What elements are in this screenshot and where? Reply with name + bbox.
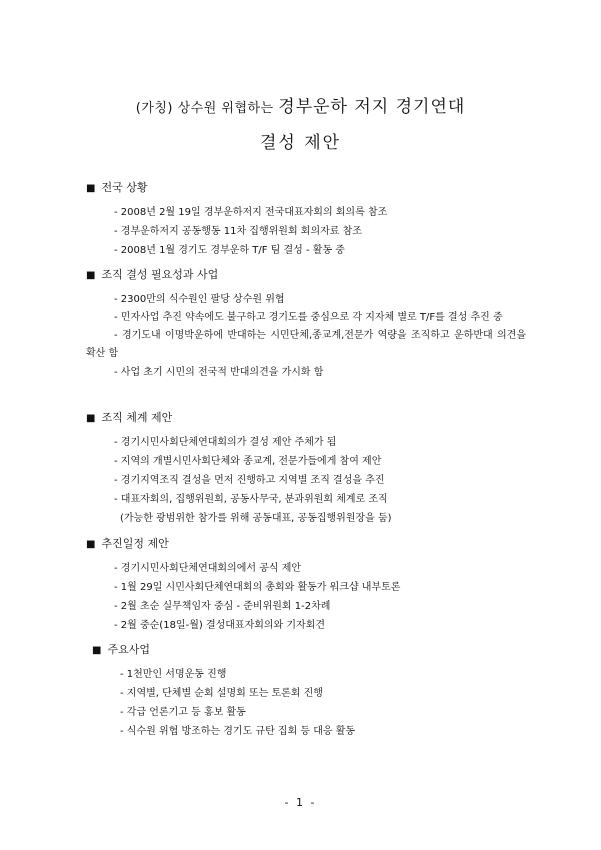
square-bullet-icon: ■ (86, 270, 96, 281)
section-heading-text: 전국 상황 (101, 181, 148, 194)
list-item: - 2008년 1월 경기도 경부운하 T/F 팀 결성 - 활동 중 (114, 245, 345, 256)
list-item-note: (가능한 광범위한 참가를 위해 공동대표, 공동집행위원장을 둠) (120, 513, 392, 524)
list-item: - 2300만의 식수원인 팔당 상수원 위협 (114, 294, 285, 305)
document-subtitle: 결성 제안 (259, 133, 342, 153)
section-heading-text: 조직 체계 제안 (101, 411, 173, 424)
list-item: - 1월 29일 시민사회단체연대회의 총회와 활동가 워크샵 내부토론 (114, 582, 401, 593)
document-title (0, 92, 601, 117)
list-item: - 경기도내 이명박운하에 반대하는 시민단체,종교계,전문가 역량을 조직하고 운하반대 의견을 확산 함 (86, 330, 526, 359)
section-heading (86, 180, 526, 197)
section-necessity (86, 267, 526, 382)
list-item: - 2월 중순(18일-월) 결성대표자회의와 기자회견 (114, 620, 326, 631)
page-number: - 1 - (284, 796, 317, 809)
square-bullet-icon: ■ (86, 183, 96, 194)
list-item: - 1천만인 서명운동 진행 (120, 669, 227, 680)
section-heading (92, 642, 532, 659)
section-organization (86, 410, 526, 528)
list-item: - 2월 초순 실무책임자 중심 - 준비위원회 1-2차례 (114, 601, 331, 612)
list-item: - 지역별, 단체별 순회 설명회 또는 토론회 진행 (120, 688, 323, 699)
section-heading-text: 추진일정 제안 (101, 537, 169, 550)
section-heading-text: 조직 결성 필요성과 사업 (101, 268, 219, 281)
list-item: - 경부운하저지 공동행동 11차 집행위원회 회의자료 참조 (114, 226, 362, 237)
section-heading (86, 267, 526, 284)
title-prefix: (가칭) 상수원 위협하는 (135, 101, 279, 116)
list-item: - 민자사업 추진 약속에도 불구하고 경기도를 중심으로 각 지자체 별로 T/F를 결성 추진 중 (114, 312, 503, 323)
list-item: - 경기시민사회단체연대회의에서 공식 제안 (114, 563, 302, 574)
list-item: - 경기시민사회단체연대회의가 결성 제안 주체가 됨 (114, 437, 337, 448)
list-item: - 식수원 위협 방조하는 경기도 규탄 집회 등 대응 활동 (120, 726, 356, 737)
list-item: - 사업 초기 시민의 전국적 반대의견을 가시화 함 (114, 367, 324, 378)
list-item: - 경기지역조직 결성을 먼저 진행하고 지역별 조직 결성을 추진 (114, 475, 385, 486)
section-national-status (86, 180, 526, 260)
list-item: - 지역의 개별시민사회단체와 종교계, 전문가들에게 참여 제안 (114, 456, 382, 467)
list-item: - 각급 언론기고 등 홍보 활동 (120, 707, 246, 718)
section-main-projects (92, 642, 532, 741)
section-heading (86, 410, 526, 427)
section-heading-text: 주요사업 (107, 643, 150, 656)
section-heading (86, 536, 526, 553)
title-main: 경부운하 저지 경기연대 (278, 97, 466, 117)
section-schedule (86, 536, 526, 635)
square-bullet-icon: ■ (92, 645, 102, 656)
square-bullet-icon: ■ (86, 539, 96, 550)
square-bullet-icon: ■ (86, 413, 96, 424)
list-item: - 2008년 2월 19일 경부운하저지 전국대표자회의 회의록 참조 (114, 207, 388, 218)
list-item: - 대표자회의, 집행위원회, 공동사무국, 분과위원회 체계로 조직 (114, 494, 388, 505)
